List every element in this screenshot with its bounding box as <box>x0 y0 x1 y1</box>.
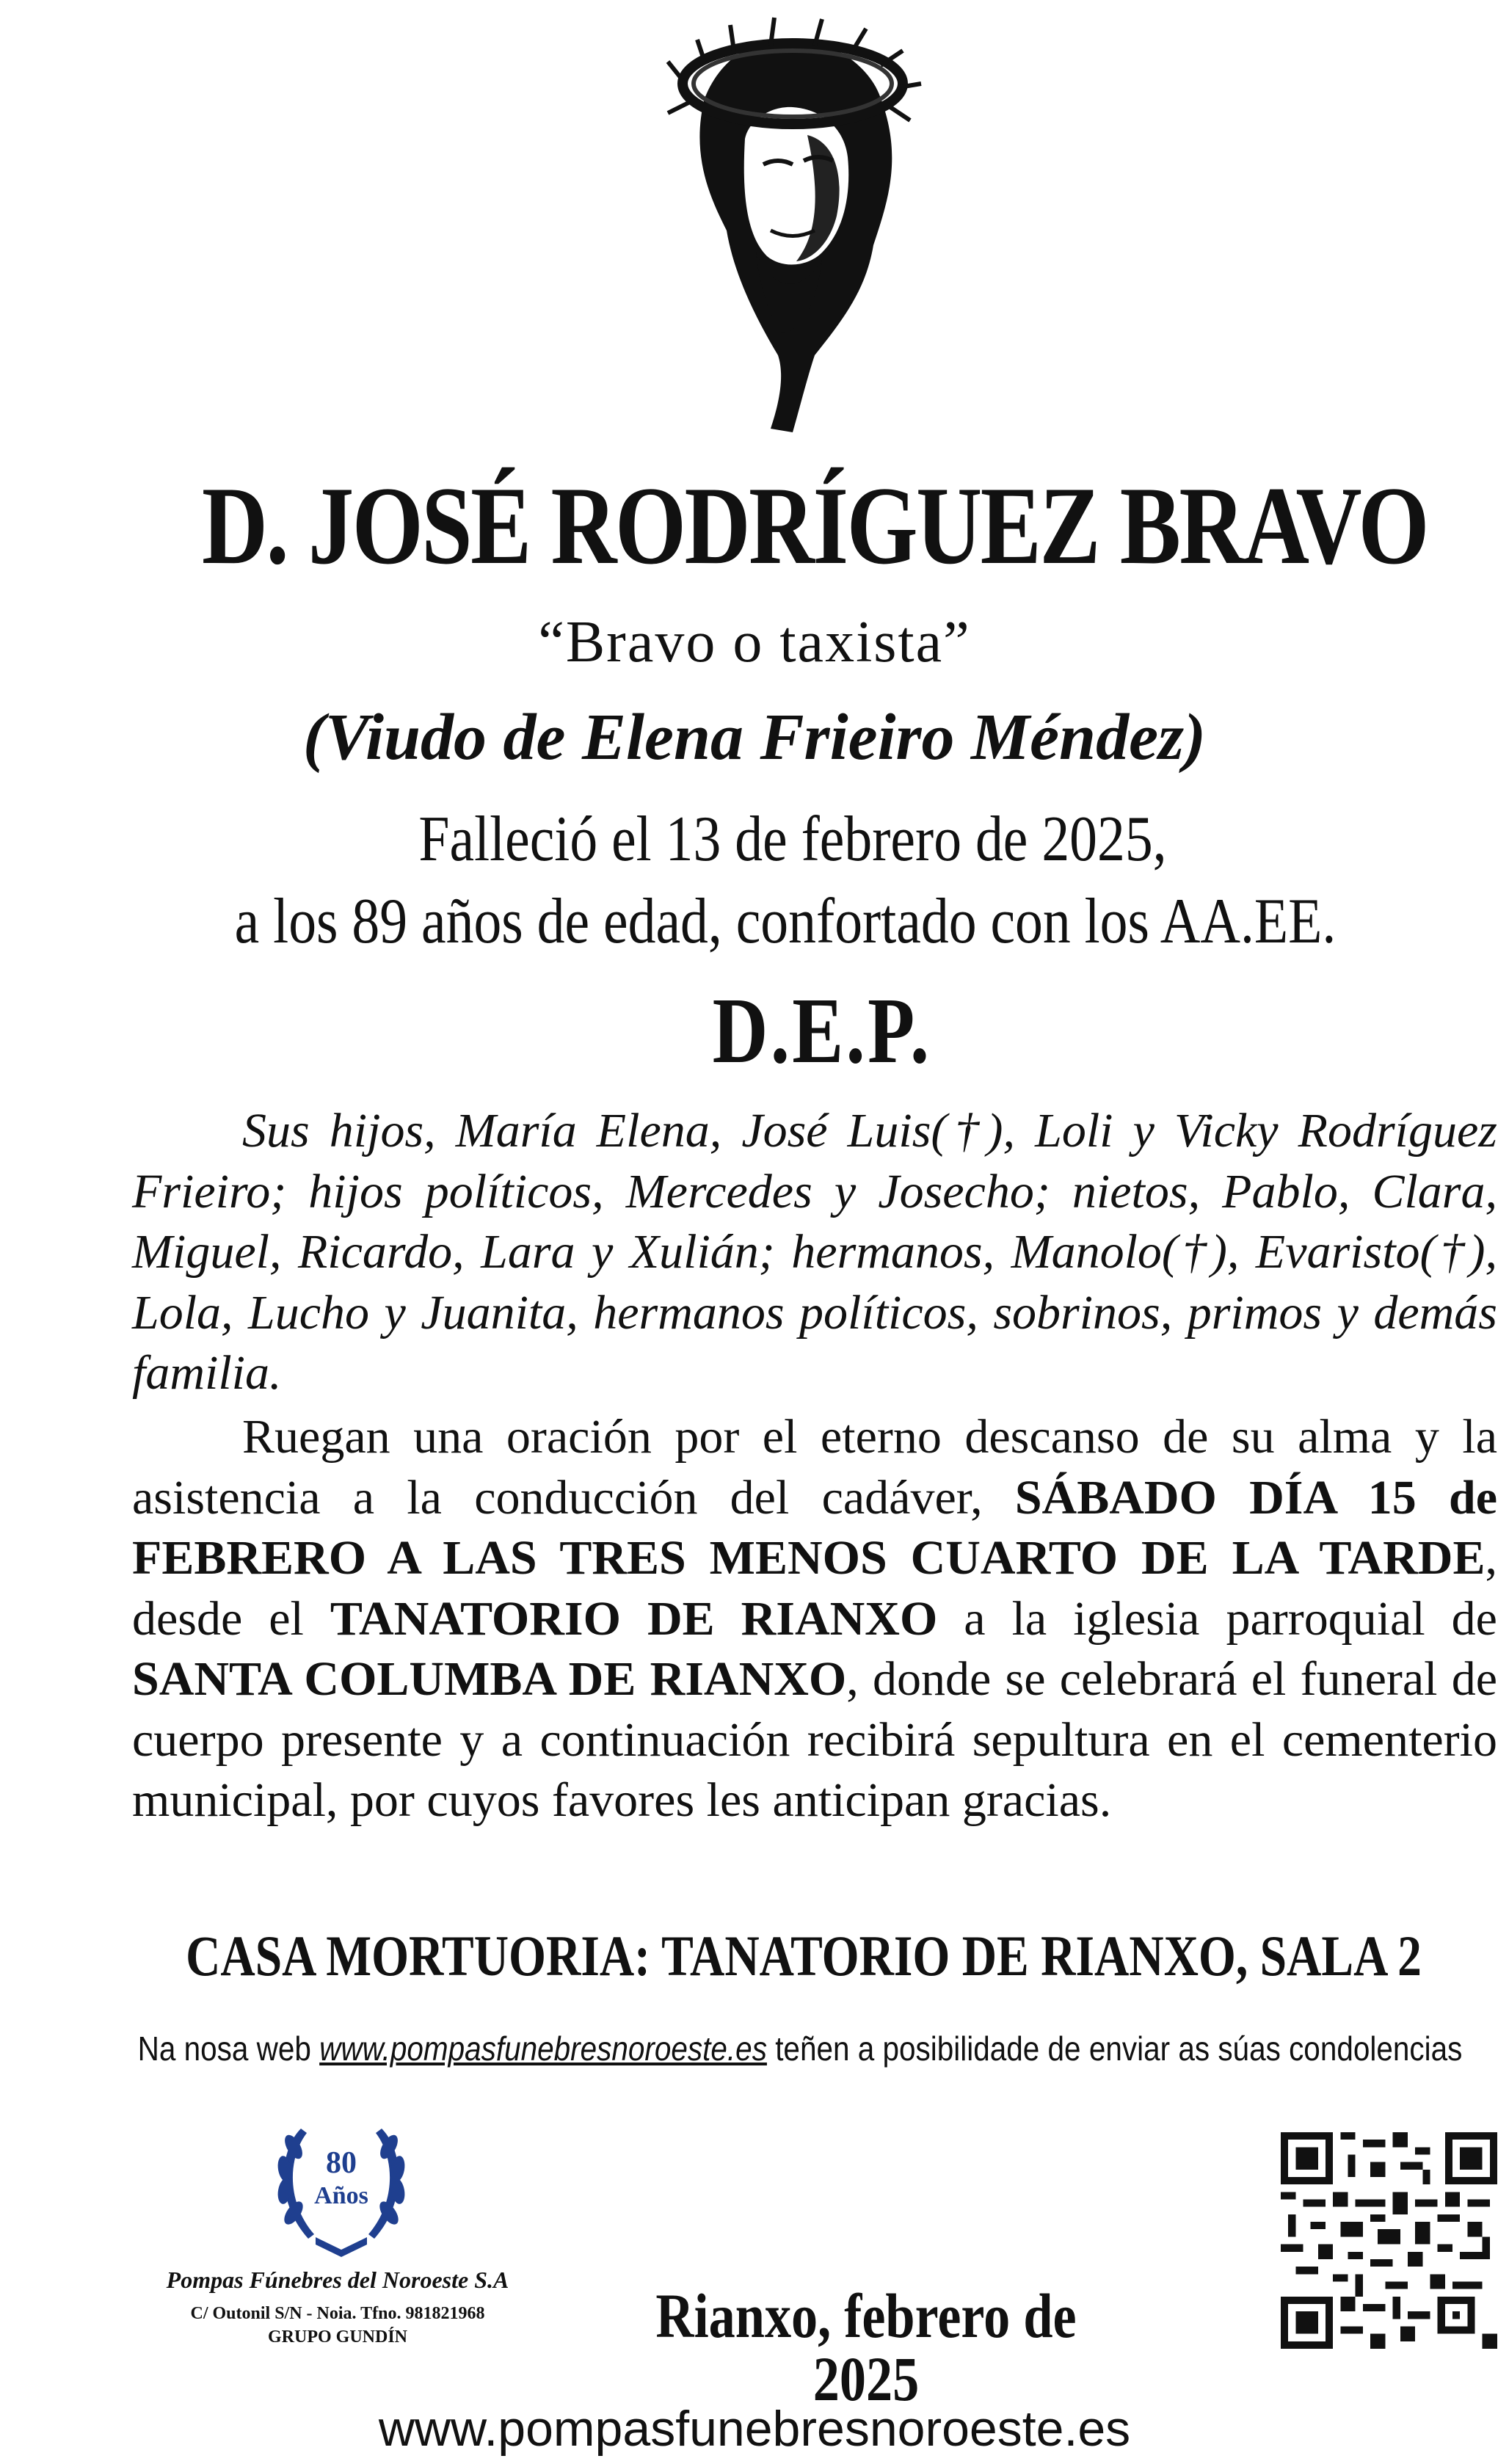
badge-label: Años <box>314 2182 368 2209</box>
prayer-text-3: a la iglesia parroquial de <box>937 1591 1497 1646</box>
prayer-text-1: Ruegan una oración por el eterno descanso de su alma y la asistencia a la conducción del cadáver, <box>132 1410 1497 1524</box>
mortuary-line: CASA MORTUORIA: TANATORIO DE RIANXO, SALA 2 <box>186 1924 1422 1988</box>
qr-code-icon[interactable] <box>1281 2132 1497 2349</box>
company-address: C/ Outonil S/N - Noia. Tfno. 981821968 <box>190 2304 485 2323</box>
badge-number: 80 <box>326 2146 357 2180</box>
condolences-suffix: teñen a posibilidade de enviar as súas condolencias <box>766 2029 1463 2068</box>
condolences-prefix: Na nosa web <box>137 2029 320 2068</box>
death-date-line: Falleció el 13 de febrero de 2025, <box>418 804 1167 875</box>
laurel-wreath-icon <box>257 2114 426 2261</box>
family-paragraph <box>132 1101 1497 1404</box>
age-line: a los 89 años de edad, confortado con los AA.EE. <box>234 886 1337 957</box>
footer-website[interactable]: www.pompasfunebresnoroeste.es <box>378 2401 1131 2457</box>
prayer-text-4: , donde se celebrará el funeral de cuerpo presente y a continuación recibirá sepultura en el cementerio municipal, por cuyos favores les anticipan gracias. <box>132 1652 1498 1827</box>
website-link[interactable]: www.pompasfunebresnoroeste.es <box>319 2029 767 2068</box>
condolences-line <box>96 2029 1504 2068</box>
family-text: Sus hijos, María Elena, José Luis(†), Loli y Vicky Rodríguez Frieiro; hijos políticos, Mercedes y Josecho; nietos, Pablo, Clara, Miguel, Ricardo, Lara y Xulián; hermanos, Manolo(†), Evaristo(†), Lola, Lucho y Juanita, hermanos políticos, sobrinos, primos y demás familia. <box>132 1104 1497 1400</box>
service-datetime: SÁBADO DÍA 15 de FEBRERO A LAS TRES MENOS CUARTO DE LA TARDE <box>132 1470 1497 1585</box>
company-group: GRUPO GUNDÍN <box>268 2327 407 2347</box>
prayer-text-2: , desde el <box>132 1531 1497 1646</box>
christ-crown-of-thorns-icon <box>624 10 954 436</box>
widow-of: (Viudo de Elena Frieiro Méndez) <box>302 701 1207 774</box>
place-date: Rianxo, febrero de 2025 <box>655 2281 1077 2414</box>
church-name: SANTA COLUMBA DE RIANXO <box>132 1652 847 1706</box>
prayer-paragraph <box>132 1407 1497 1831</box>
nickname: “Bravo o taxista” <box>538 610 971 675</box>
company-name: Pompas Fúnebres del Noroeste S.A <box>166 2267 509 2293</box>
dep-heading: D.E.P. <box>712 978 932 1083</box>
deceased-name: D. JOSÉ RODRÍGUEZ BRAVO <box>201 464 1428 587</box>
origin-place: TANATORIO DE RIANXO <box>330 1591 938 1646</box>
